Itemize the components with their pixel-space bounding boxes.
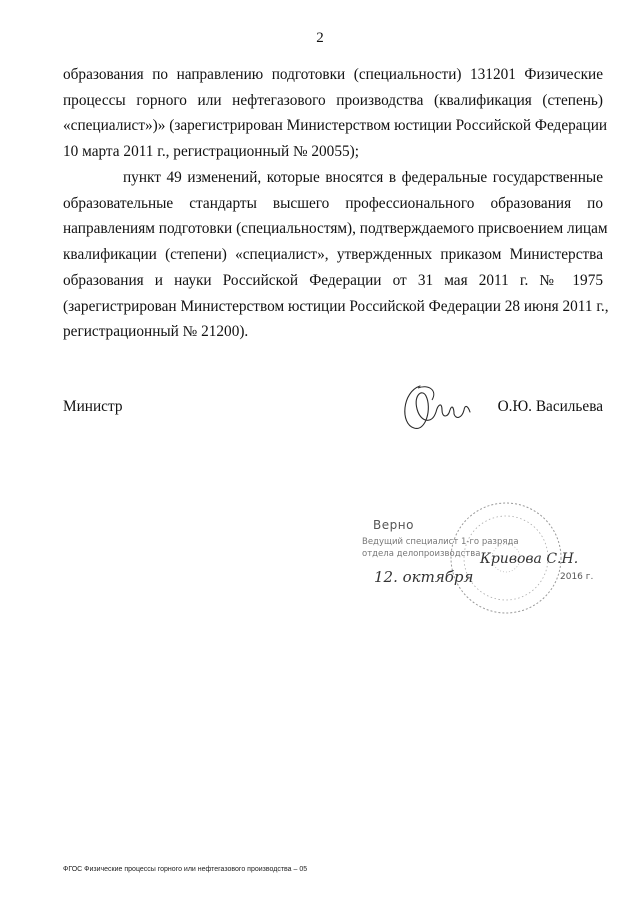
page-footer: ФГОС Физические процессы горного или нефтегазового производства – 05	[63, 866, 308, 873]
paragraph-line: образовательные стандарты высшего профессионального образования по	[63, 194, 603, 212]
paragraph-line: квалификации (степени) «специалист», утвержденных приказом Министерства	[63, 246, 603, 264]
paragraph-line: «специалист»)» (зарегистрирован Министерством юстиции Российской Федерации	[63, 117, 608, 135]
paragraph-line: (зарегистрирован Министерством юстиции Российской Федерации 28 июня 2011 г.,	[63, 297, 609, 315]
stamp-verno: Верно	[373, 518, 414, 532]
paragraph-line: регистрационный № 21200).	[63, 323, 249, 341]
stamp-handwritten-date: 12. октября	[374, 568, 474, 586]
stamp-handwritten-name: Кривова С.Н.	[480, 551, 579, 567]
paragraph-line: образования по направлению подготовки (специальности) 131201 Физические	[63, 66, 603, 83]
page-number: 2	[316, 30, 324, 46]
stamp-position: Ведущий специалист 1-го разряда	[362, 537, 519, 547]
stamp-year: 2016 г.	[560, 572, 594, 582]
minister-name: О.Ю. Васильева	[497, 398, 603, 415]
paragraph-1	[63, 62, 608, 165]
stamp-department: отдела делопроизводства	[362, 549, 481, 559]
handwritten-signature	[398, 378, 478, 438]
paragraph-line: образования и науки Российской Федерации от 31 мая 2011 г. № 1975	[63, 271, 603, 289]
paragraph-line: направлениям подготовки (специальностям), подтверждаемого присвоением лицам	[63, 220, 608, 238]
minister-title: Министр	[63, 398, 123, 415]
paragraph-2	[63, 165, 609, 345]
paragraph-line: 10 марта 2011 г., регистрационный № 20055);	[63, 143, 359, 161]
paragraph-line: процессы горного или нефтегазового производства (квалификация (степень)	[63, 91, 603, 109]
paragraph-line: пункт 49 изменений, которые вносятся в федеральные государственные	[123, 169, 603, 186]
